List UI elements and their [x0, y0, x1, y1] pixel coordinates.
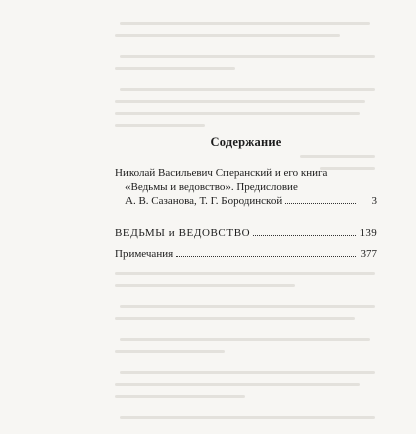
toc-entry-last-line [115, 194, 377, 208]
toc-page-number: 139 [359, 227, 377, 239]
toc-entry-preface [115, 166, 377, 208]
toc-entry-line: «Ведьмы и ведовство». Предисловие [125, 181, 298, 193]
toc-page-number: 3 [371, 195, 377, 207]
toc-entry-main [115, 226, 377, 240]
dot-leader [176, 255, 356, 257]
toc-entry-title: Примечания [115, 248, 174, 260]
toc-page-number: 377 [360, 248, 377, 260]
toc-entry-row [115, 226, 377, 240]
toc-entry-title: ВЕДЬМЫ и ВЕДОВСТВО [115, 227, 251, 239]
dot-leader [285, 202, 356, 204]
toc-entry-line: Николай Васильевич Сперанский и его книга [115, 167, 328, 179]
toc-title: Содержание [210, 135, 282, 149]
dot-leader [253, 234, 356, 236]
table-of-contents [115, 135, 377, 261]
toc-entry-row [115, 247, 377, 261]
toc-entry-authors: А. В. Сазанова, Т. Г. Бородинской [125, 195, 283, 207]
toc-entry-notes [115, 247, 377, 261]
